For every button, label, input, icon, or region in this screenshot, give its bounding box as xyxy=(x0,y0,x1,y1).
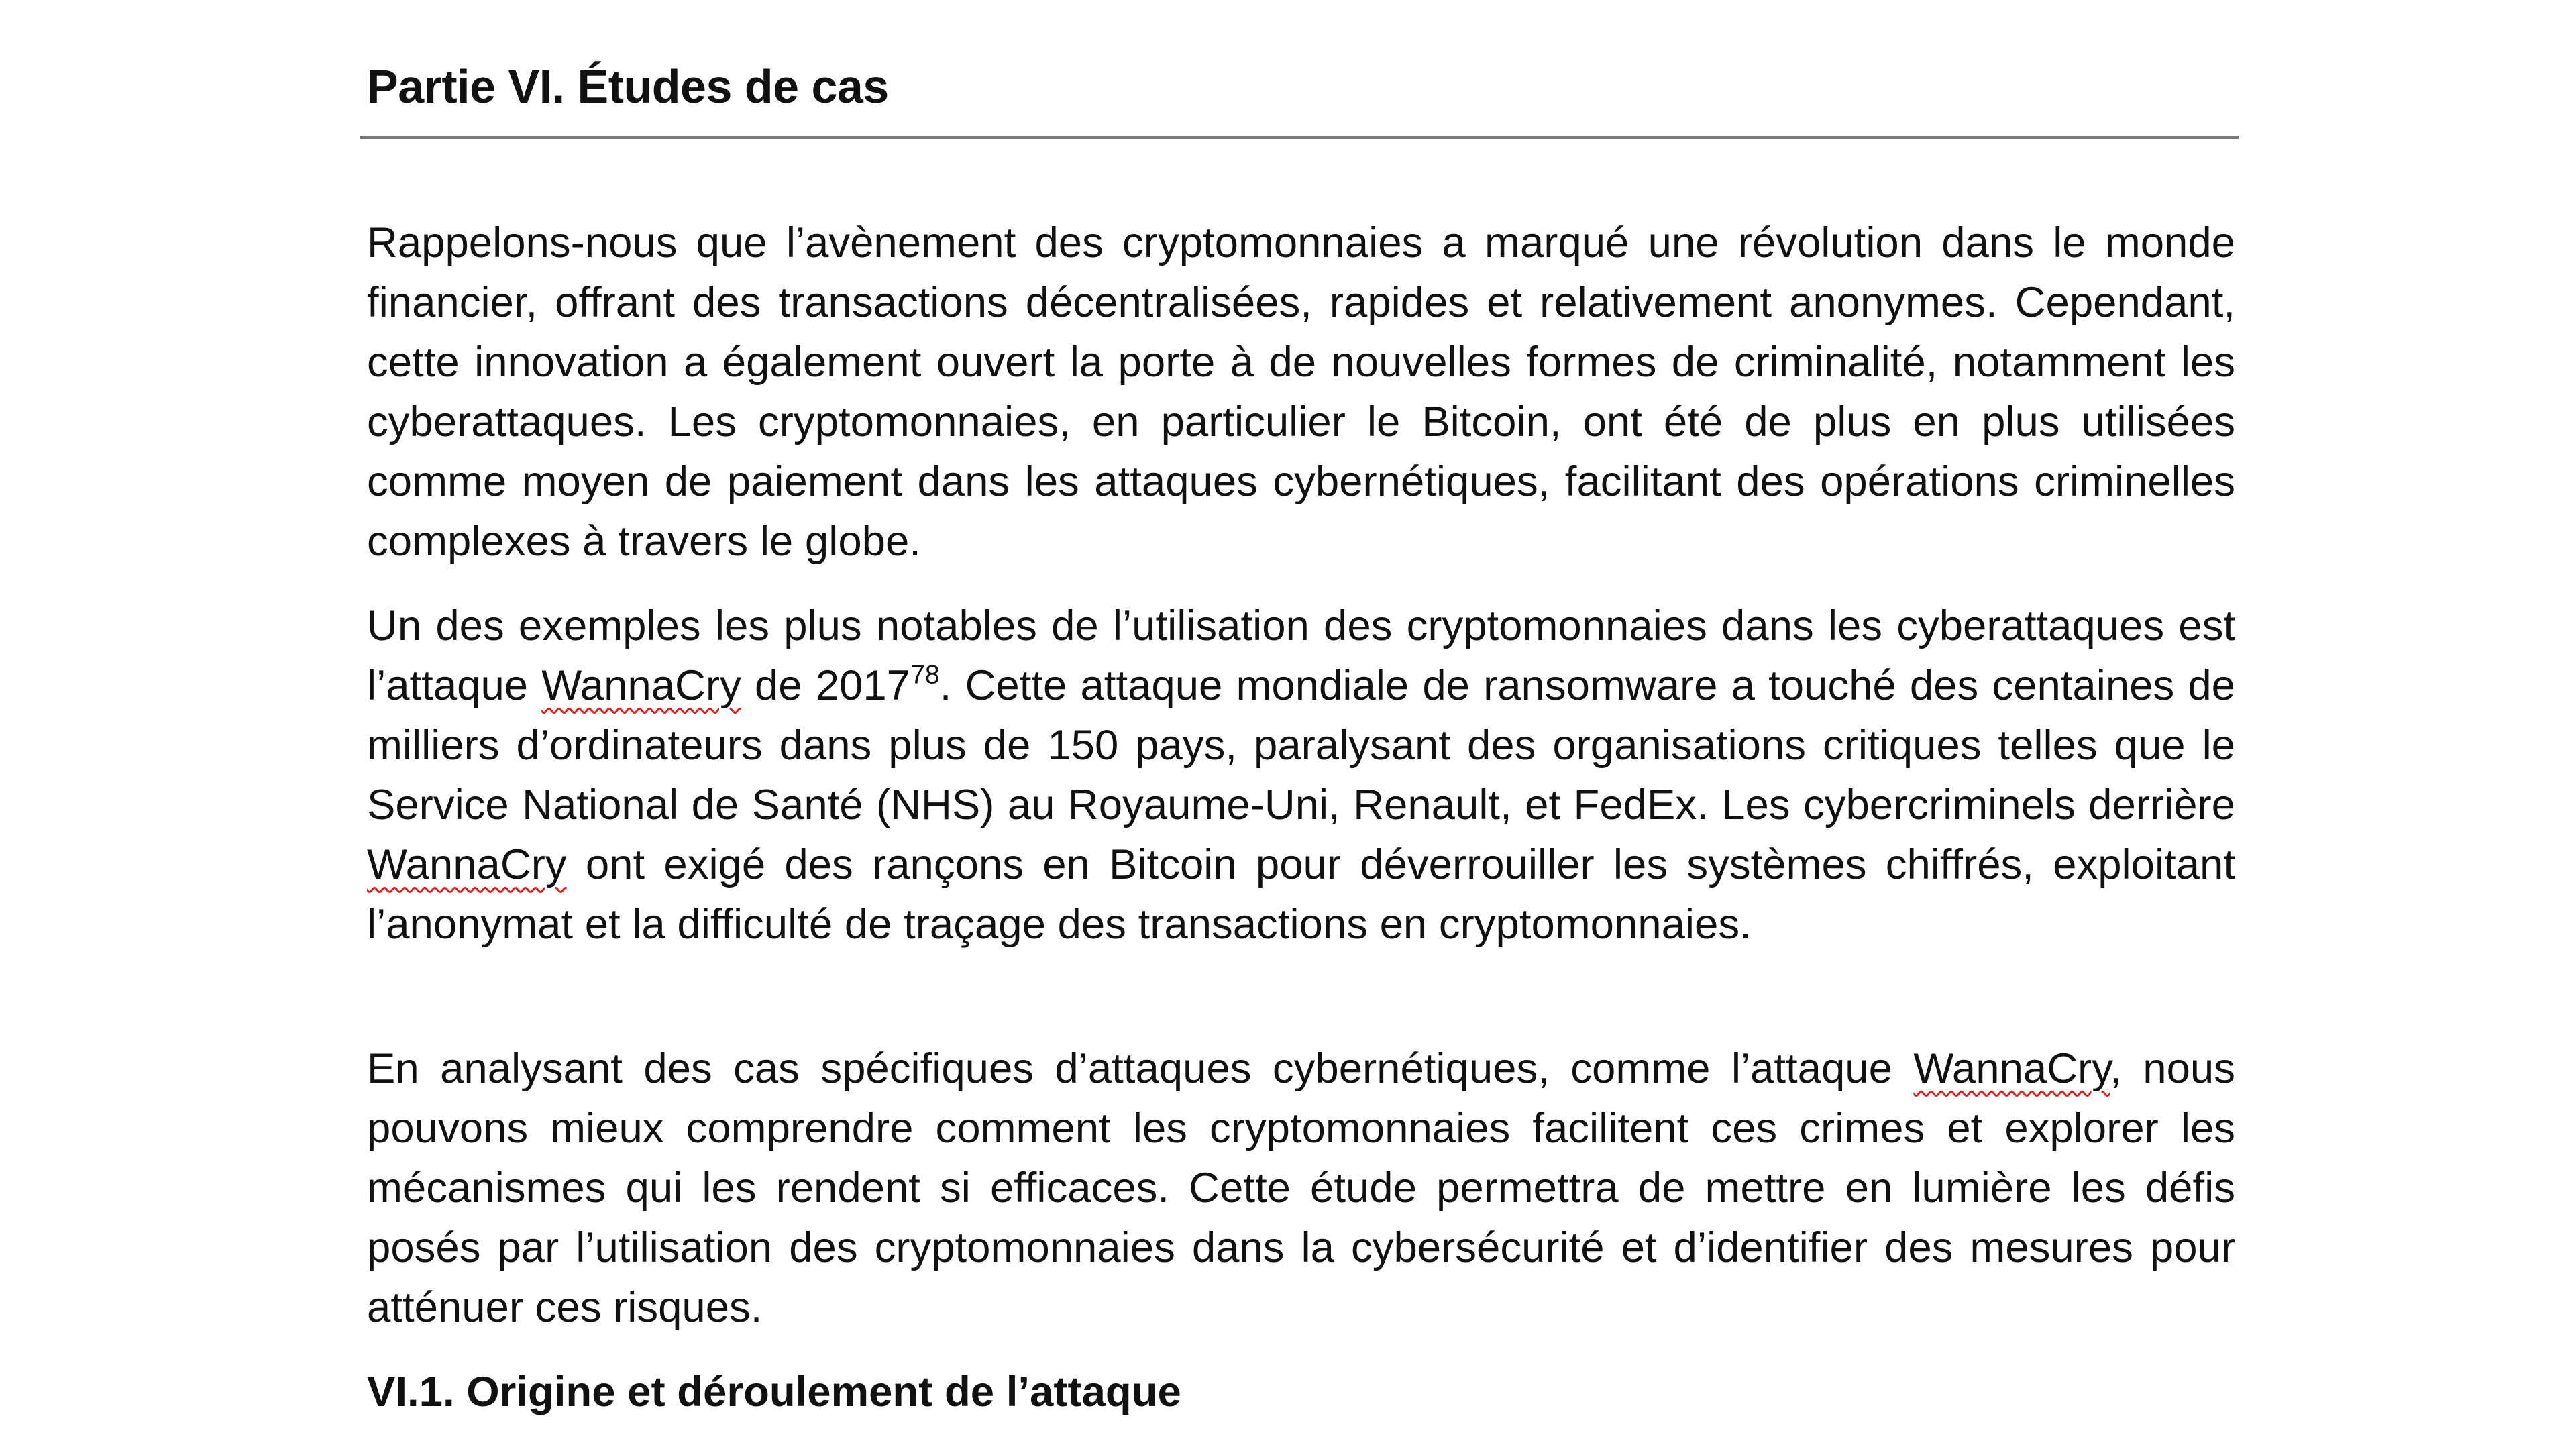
paragraph-analysis xyxy=(367,1039,2235,1338)
paragraph-intro: Rappelons-nous que l’avènement des cryptomonnaies a marqué une révolution dans le monde financier, offrant des transactions décentralisées, rapides et relativement anonymes. Cependant, cette innovation a également ouvert la porte à de nouvelles formes de criminalité, notamment les cyberattaques. Les cryptomonnaies, en particulier le Bitcoin, ont été de plus en plus utilisées comme moyen de paiement dans les attaques cybernétiques, facilitant des opérations criminelles complexes à travers le globe. xyxy=(367,219,2235,565)
paragraph-text: En analysant des cas spécifiques d’attaques cybernétiques, comme l’attaque xyxy=(367,1045,1914,1092)
section-subheading: VI.1. Origine et déroulement de l’attaque xyxy=(367,1368,1181,1415)
paragraph-text: Un des exemples les plus notables de l’utilisation des cryptomonnaies dans les cyberattaques est l’attaque xyxy=(367,602,2235,709)
paragraph-text: ont exigé des rançons en Bitcoin pour déverrouiller les systèmes chiffrés, exploitant l’anonymat et la difficulté de traçage des transactions en cryptomonnaies. xyxy=(367,841,2235,948)
paragraph-wannacry-example xyxy=(367,596,2235,955)
paragraph-text: . Cette attaque mondiale de ransomware a touché des centaines de milliers d’ordinateurs dans plus de 150 pays, paralysant des organisations critiques telles que le Service National de Santé (NHS) au Royaume-Uni, Renault, et FedEx. Les cybercriminels derrière xyxy=(367,662,2235,828)
footnote-reference[interactable]: 78 xyxy=(910,659,940,690)
part-heading: Partie VI. Études de cas xyxy=(367,60,889,113)
heading-divider xyxy=(360,136,2239,139)
spellcheck-word-wannacry[interactable]: WannaCry xyxy=(541,662,741,709)
paragraph-text: , nous pouvons mieux comprendre comment les cryptomonnaies facilitent ces crimes et explorer les mécanismes qui les rendent si efficaces. Cette étude permettra de mettre en lumière les défis posés par l’utilisation des cryptomonnaies dans la cybersécurité et d’identifier des mesures pour atténuer ces risques. xyxy=(367,1045,2235,1331)
spellcheck-word-wannacry[interactable]: WannaCry xyxy=(1913,1045,2110,1092)
spellcheck-word-wannacry[interactable]: WannaCry xyxy=(367,841,567,888)
paragraph-text: de 2017 xyxy=(741,662,911,709)
